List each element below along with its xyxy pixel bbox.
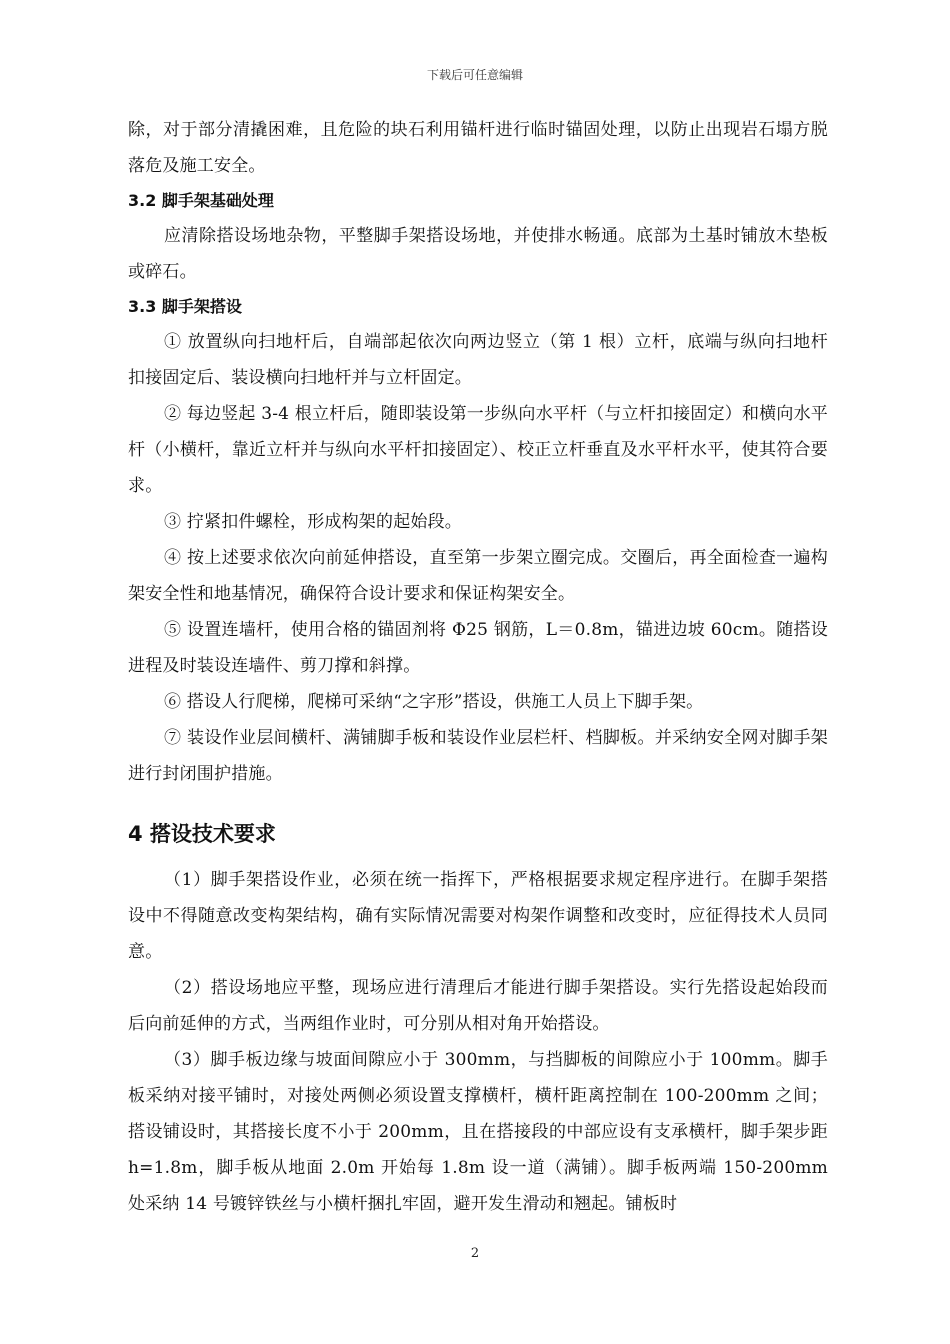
- step-3: ③ 拧紧扣件螺栓，形成构架的起始段。: [164, 512, 463, 532]
- heading-4: 4 搭设技术要求: [128, 822, 276, 846]
- heading-3-2: 3.2 脚手架基础处理: [128, 191, 274, 210]
- page-header: 下载后可任意编辑: [426, 68, 523, 82]
- paragraph-continuation: 除，对于部分清撬困难，且危险的块石利用锚杆进行临时锚固处理，以防止出现岩石塌方脱落危及施工安全。: [128, 120, 828, 176]
- page-content: [128, 112, 828, 1222]
- step-6: ⑥ 搭设人行爬梯，爬梯可采纳“之字形”搭设，供施工人员上下脚手架。: [164, 692, 704, 712]
- heading-3-3: 3.3 脚手架搭设: [128, 297, 242, 316]
- step-2: ② 每边竖起 3-4 根立杆后，随即装设第一步纵向水平杆（与立杆扣接固定）和横向水平杆（小横杆，靠近立杆并与纵向水平杆扣接固定）、校正立杆垂直及水平杆水平，使其符合要求。: [128, 404, 828, 496]
- paragraph-3-2: 应清除搭设场地杂物，平整脚手架搭设场地，并使排水畅通。底部为土基时铺放木垫板或碎石。: [128, 226, 828, 282]
- step-7: ⑦ 装设作业层间横杆、满铺脚手板和装设作业层栏杆、档脚板。并采纳安全网对脚手架进行封闭围护措施。: [128, 728, 828, 784]
- step-4: ④ 按上述要求依次向前延伸搭设，直至第一步架立圈完成。交圈后，再全面检查一遍构架安全性和地基情况，确保符合设计要求和保证构架安全。: [128, 548, 828, 604]
- requirement-2: （2）搭设场地应平整，现场应进行清理后才能进行脚手架搭设。实行先搭设起始段而后向前延伸的方式，当两组作业时，可分别从相对角开始搭设。: [128, 978, 828, 1034]
- step-1: ① 放置纵向扫地杆后，自端部起依次向两边竖立（第 1 根）立杆，底端与纵向扫地杆扣接固定后、装设横向扫地杆并与立杆固定。: [128, 332, 828, 388]
- requirement-1: （1）脚手架搭设作业，必须在统一指挥下，严格根据要求规定程序进行。在脚手架搭设中不得随意改变构架结构，确有实际情况需要对构架作调整和改变时，应征得技术人员同意。: [128, 870, 828, 962]
- page-number: 2: [470, 1246, 480, 1261]
- requirement-3: （3）脚手板边缘与坡面间隙应小于 300mm，与挡脚板的间隙应小于 100mm。脚手板采纳对接平铺时，对接处两侧必须设置支撑横杆，横杆距离控制在 100-200mm 之间；搭设铺设时，其搭接长度不小于 200mm，且在搭接段的中部应设有支承横杆，脚手架步距 h=1.8m，脚手板从地面 2.0m 开始每 1.8m 设一道（满铺）。脚手板两端 150-200mm 处采纳 14 号镀锌铁丝与小横杆捆扎牢固，避开发生滑动和翘起。铺板时: [128, 1050, 828, 1214]
- step-5: ⑤ 设置连墙杆，使用合格的锚固剂将 Φ25 钢筋，L＝0.8m，锚进边坡 60cm。随搭设进程及时装设连墙件、剪刀撑和斜撑。: [128, 620, 828, 676]
